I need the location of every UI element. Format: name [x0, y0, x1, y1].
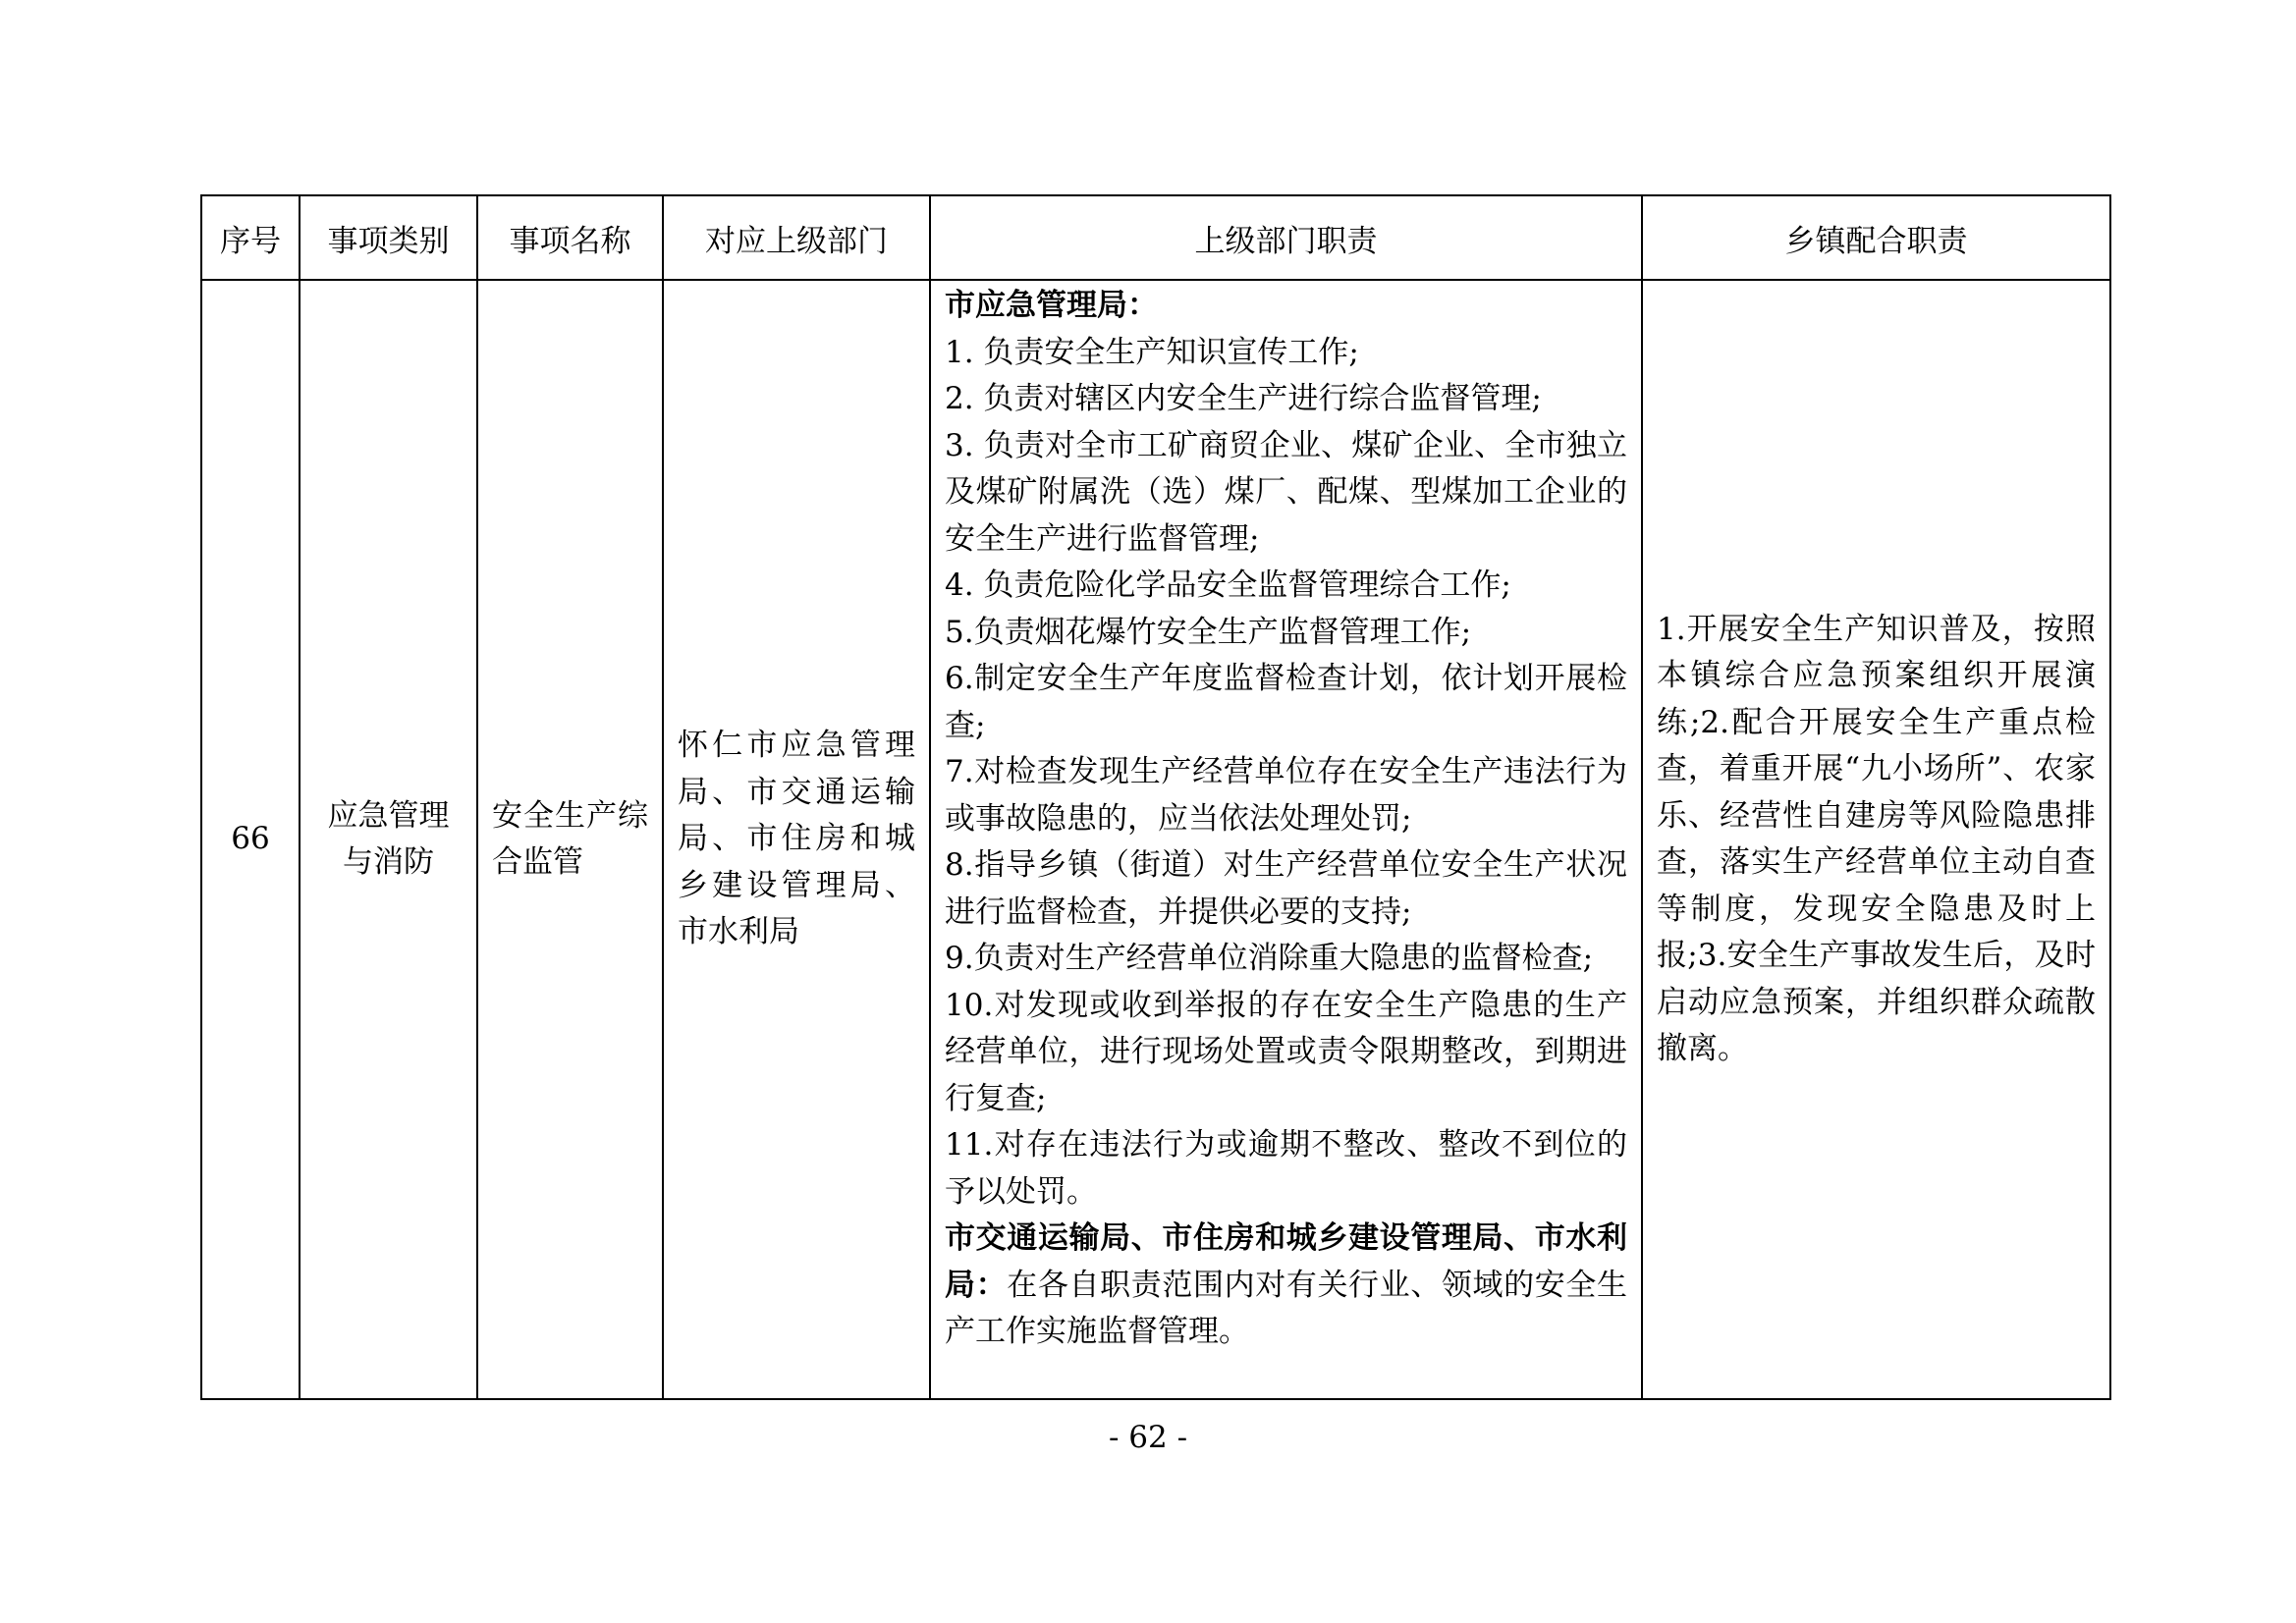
header-row: [201, 195, 2110, 280]
page-number: - 62 -: [1108, 1420, 1188, 1455]
header-name: 事项名称: [477, 195, 663, 280]
duty-item: 1. 负责安全生产知识宣传工作;: [945, 334, 1359, 370]
table-row: [201, 280, 2110, 1399]
cell-name: 安全生产综合监管: [477, 280, 663, 1399]
duty-item: 4. 负责危险化学品安全监督管理综合工作;: [945, 568, 1511, 603]
header-dept: 对应上级部门: [663, 195, 930, 280]
duty-item: 5.负责烟花爆竹安全生产监督管理工作;: [945, 614, 1472, 650]
header-seq: 序号: [201, 195, 300, 280]
duty-item: 11.对存在违法行为或逾期不整改、整改不到位的予以处罚。: [945, 1127, 1627, 1210]
agency2-text: 在各自职责范围内对有关行业、领域的安全生产工作实施监督管理。: [945, 1267, 1628, 1349]
duty-item: 2. 负责对辖区内安全生产进行综合监督管理;: [945, 381, 1542, 416]
header-town-duty: 乡镇配合职责: [1642, 195, 2110, 280]
duty-item: 3. 负责对全市工矿商贸企业、煤矿企业、全市独立及煤矿附属洗（选）煤厂、配煤、型煤加工企业的安全生产进行监督管理;: [945, 427, 1627, 557]
duty-item: 8.指导乡镇（街道）对生产经营单位安全生产状况进行监督检查，并提供必要的支持;: [945, 847, 1627, 930]
duty-item: 9.负责对生产经营单位消除重大隐患的监督检查;: [945, 941, 1594, 976]
agency1-heading: 市应急管理局：: [945, 288, 1158, 323]
duty-item: 6.制定安全生产年度监督检查计划，依计划开展检查;: [945, 661, 1627, 743]
cell-dept: 怀仁市应急管理局、市交通运输局、市住房和城乡建设管理局、市水利局: [663, 280, 930, 1399]
duty-item: 7.对检查发现生产经营单位存在安全生产违法行为或事故隐患的，应当依法处理处罚;: [945, 754, 1627, 837]
agency2-paragraph: [945, 1216, 1627, 1356]
cell-seq: 66: [201, 280, 300, 1399]
cell-town-duty: 1.开展安全生产知识普及，按照本镇综合应急预案组织开展演练;2.配合开展安全生产重点检查，着重开展“九小场所”、农家乐、经营性自建房等风险隐患排查，落实生产经营单位主动自查等制度，发现安全隐患及时上报;3.安全生产事故发生后，及时启动应急预案，并组织群众疏散撤离。: [1642, 280, 2110, 1399]
header-category: 事项类别: [300, 195, 477, 280]
agency2-heading: 市交通运输局、市住房和城乡建设管理局、市水利局：: [945, 1220, 1627, 1303]
cell-category: 应急管理与消防: [300, 280, 477, 1399]
header-upper-duty: 上级部门职责: [930, 195, 1642, 280]
duty-item: 10.对发现或收到举报的存在安全生产隐患的生产经营单位，进行现场处置或责令限期整改，到期进行复查;: [945, 987, 1627, 1116]
cell-upper-duty: [930, 280, 1642, 1399]
duty-table: [200, 194, 2111, 1400]
